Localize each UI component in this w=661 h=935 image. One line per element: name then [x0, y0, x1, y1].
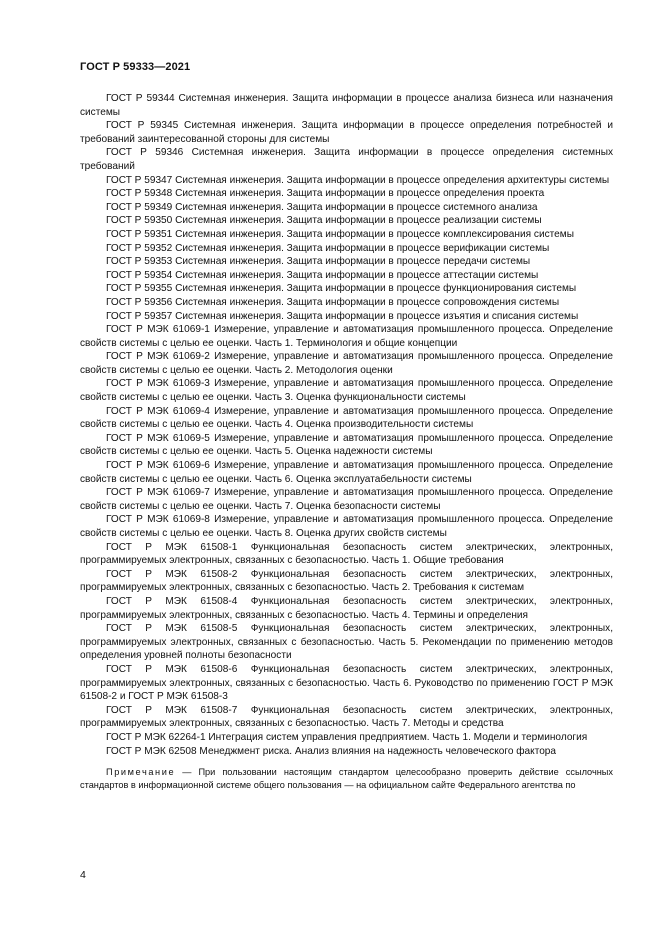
reference-entry: ГОСТ Р 59357 Системная инженерия. Защита информации в процессе изъятия и списания системы: [106, 310, 579, 322]
reference-entry: ГОСТ Р 59345 Системная инженерия. Защита информации в процессе определения потребностей и требований заинтересованной стороны для системы: [80, 120, 613, 145]
reference-entry: ГОСТ Р 59352 Системная инженерия. Защита информации в процессе верификации системы: [106, 242, 550, 254]
reference-entry: ГОСТ Р 59353 Системная инженерия. Защита информации в процессе передачи системы: [106, 256, 531, 268]
reference-entry: ГОСТ Р МЭК 61069-3 Измерение, управление и автоматизация промышленного процесса. Определение свойств системы с целью ее оценки. Часть 3. Оценка функциональности системы: [80, 378, 613, 404]
reference-entry: ГОСТ Р МЭК 61069-1 Измерение, управление и автоматизация промышленного процесса. Определение свойств системы с целью ее оценки. Часть 1. Терминология и общие концепции: [80, 324, 613, 349]
reference-entry: ГОСТ Р 59344 Системная инженерия. Защита информации в процессе анализа бизнеса или назначения системы: [80, 93, 613, 118]
reference-entry: ГОСТ Р МЭК 61069-2 Измерение, управление и автоматизация промышленного процесса. Определение свойств системы с целью ее оценки. Часть 2. Методология оценки: [80, 351, 613, 376]
reference-entry: ГОСТ Р МЭК 61508-6 Функциональная безопасность систем электрических, электронных, программируемых электронных, связанных с безопасностью. Часть 6. Руководство по применению ГОСТ Р МЭК 61508-2 и ГОСТ Р МЭК 61508-3: [80, 663, 613, 703]
reference-entry: ГОСТ Р МЭК 61069-8 Измерение, управление и автоматизация промышленного процесса. Определение свойств системы с целью ее оценки. Часть 8. Оценка других свойств системы: [80, 514, 613, 539]
reference-entry: ГОСТ Р 59354 Системная инженерия. Защита информации в процессе аттестации системы: [106, 269, 539, 281]
note-paragraph: [80, 766, 613, 791]
reference-entry: ГОСТ Р 59350 Системная инженерия. Защита информации в процессе реализации системы: [106, 215, 542, 227]
note-text: — При пользовании настоящим стандартом целесообразно проверить действие ссылочных стандартов в информационной системе общего пользования — на официальном сайте Федерального агентства по: [80, 767, 613, 790]
reference-entry: ГОСТ Р МЭК 61069-6 Измерение, управление и автоматизация промышленного процесса. Определение свойств системы с целью ее оценки. Часть 6. Оценка эксплуатабельности системы: [80, 460, 613, 485]
reference-entry: ГОСТ Р МЭК 61508-1 Функциональная безопасность систем электрических, электронных, программируемых электронных, связанных с безопасностью. Часть 1. Общие требования: [80, 541, 613, 567]
reference-entry: ГОСТ Р 59356 Системная инженерия. Защита информации в процессе сопровождения системы: [106, 296, 560, 308]
reference-entry: ГОСТ Р МЭК 61508-5 Функциональная безопасность систем электрических, электронных, программируемых электронных, связанных с безопасностью. Часть 5. Рекомендации по применению методов определения уровней полноты безопасности: [80, 623, 613, 662]
reference-entry: ГОСТ Р МЭК 61508-7 Функциональная безопасность систем электрических, электронных, программируемых электронных, связанных с безопасностью. Часть 7. Методы и средства: [80, 704, 613, 730]
reference-entry: ГОСТ Р 59346 Системная инженерия. Защита информации в процессе определения системных требований: [80, 147, 613, 172]
document-header: ГОСТ Р 59333—2021: [80, 61, 191, 73]
reference-entry: ГОСТ Р МЭК 61069-5 Измерение, управление и автоматизация промышленного процесса. Определение свойств системы с целью ее оценки. Часть 5. Оценка надежности системы: [80, 432, 613, 458]
reference-entry: ГОСТ Р МЭК 61508-2 Функциональная безопасность систем электрических, электронных, программируемых электронных, связанных с безопасностью. Часть 2. Требования к системам: [80, 568, 613, 594]
reference-entry: ГОСТ Р 59351 Системная инженерия. Защита информации в процессе комплексирования системы: [106, 228, 574, 240]
note-label: Примечание: [106, 767, 176, 778]
page-number: 4: [80, 869, 86, 881]
reference-entry: ГОСТ Р МЭК 62508 Менеджмент риска. Анализ влияния на надежность человеческого фактора: [106, 745, 557, 757]
reference-entry: ГОСТ Р МЭК 61069-4 Измерение, управление и автоматизация промышленного процесса. Определение свойств системы с целью ее оценки. Часть 4. Оценка производительности системы: [80, 405, 613, 431]
reference-entry: ГОСТ Р 59349 Системная инженерия. Защита информации в процессе системного анализа: [106, 201, 538, 213]
reference-entry: ГОСТ Р 59355 Системная инженерия. Защита информации в процессе функционирования системы: [106, 283, 577, 295]
reference-entry: ГОСТ Р 59348 Системная инженерия. Защита информации в процессе определения проекта: [106, 188, 545, 200]
normative-references-list: [80, 92, 613, 791]
reference-entry: ГОСТ Р МЭК 61069-7 Измерение, управление и автоматизация промышленного процесса. Определение свойств системы с целью ее оценки. Часть 7. Оценка безопасности системы: [80, 487, 613, 512]
reference-entry: ГОСТ Р 59347 Системная инженерия. Защита информации в процессе определения архитектуры системы: [106, 174, 610, 186]
reference-entry: ГОСТ Р МЭК 61508-4 Функциональная безопасность систем электрических, электронных, программируемых электронных, связанных с безопасностью. Часть 4. Термины и определения: [80, 595, 613, 621]
reference-entry: ГОСТ Р МЭК 62264-1 Интеграция систем управления предприятием. Часть 1. Модели и терминология: [106, 731, 588, 743]
